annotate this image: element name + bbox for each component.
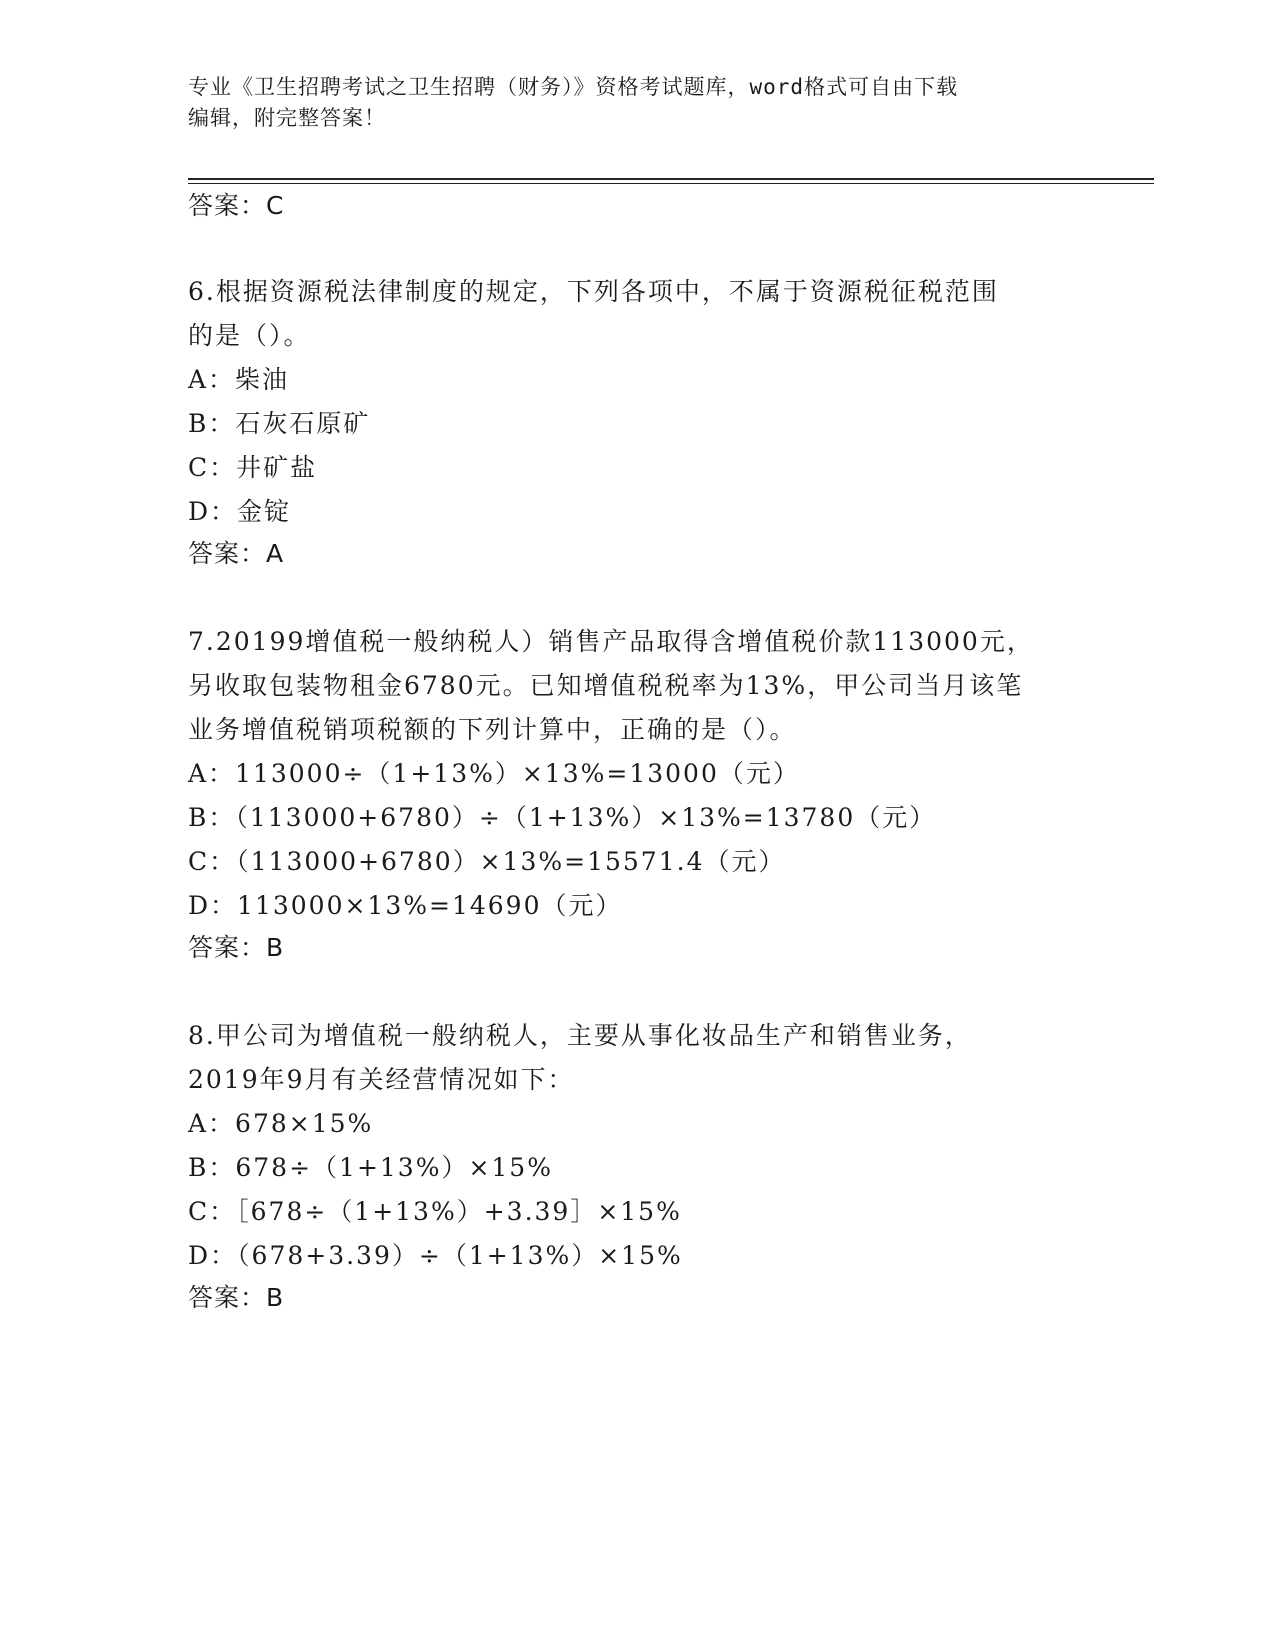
question-6-stem-line-2: 的是（）。 <box>188 321 311 350</box>
question-6-option-b: B：石灰石原矿 <box>188 409 371 438</box>
question-8-option-b: B：678÷（1+13%）×15% <box>188 1153 553 1182</box>
question-8-option-a: A：678×15% <box>188 1109 374 1138</box>
question-8-answer: 答案：B <box>188 1283 285 1312</box>
header-divider-thick <box>188 178 1154 180</box>
question-7-option-a: A：113000÷（1+13%）×13%=13000（元） <box>188 759 800 788</box>
question-6-option-a: A：柴油 <box>188 365 290 394</box>
header-line-1: 专业《卫生招聘考试之卫生招聘（财务）》资格考试题库，word格式可自由下载 <box>188 75 959 99</box>
document-header <box>188 72 1068 134</box>
question-7-stem-line-1: 7.20199增值税一般纳税人）销售产品取得含增值税价款113000元， <box>188 627 1034 656</box>
question-7-stem-line-3: 业务增值税销项税额的下列计算中，正确的是（）。 <box>188 715 797 744</box>
question-8-stem-line-2: 2019年9月有关经营情况如下： <box>188 1065 575 1094</box>
question-7-stem-line-2: 另收取包装物租金6780元。已知增值税税率为13%，甲公司当月该笔 <box>188 671 1024 700</box>
question-6-answer: 答案：A <box>188 539 285 568</box>
question-7-option-d: D：113000×13%=14690（元） <box>188 891 623 920</box>
header-divider-thin <box>188 183 1154 184</box>
previous-answer: 答案：C <box>188 191 285 220</box>
question-7-option-b: B：（113000+6780）÷（1+13%）×13%=13780（元） <box>188 803 937 832</box>
question-6-stem-line-1: 6.根据资源税法律制度的规定，下列各项中，不属于资源税征税范围 <box>188 277 999 306</box>
question-8-option-c: C：［678÷（1+13%）+3.39］×15% <box>188 1197 682 1226</box>
question-7-answer: 答案：B <box>188 933 285 962</box>
header-line-2: 编辑，附完整答案！ <box>188 106 386 130</box>
question-8-option-d: D：（678+3.39）÷（1+13%）×15% <box>188 1241 683 1270</box>
question-6-option-c: C：井矿盐 <box>188 453 318 482</box>
question-8-stem-line-1: 8.甲公司为增值税一般纳税人，主要从事化妆品生产和销售业务， <box>188 1021 972 1050</box>
question-7-option-c: C：（113000+6780）×13%=15571.4（元） <box>188 847 786 876</box>
question-6-option-d: D：金锭 <box>188 497 292 526</box>
